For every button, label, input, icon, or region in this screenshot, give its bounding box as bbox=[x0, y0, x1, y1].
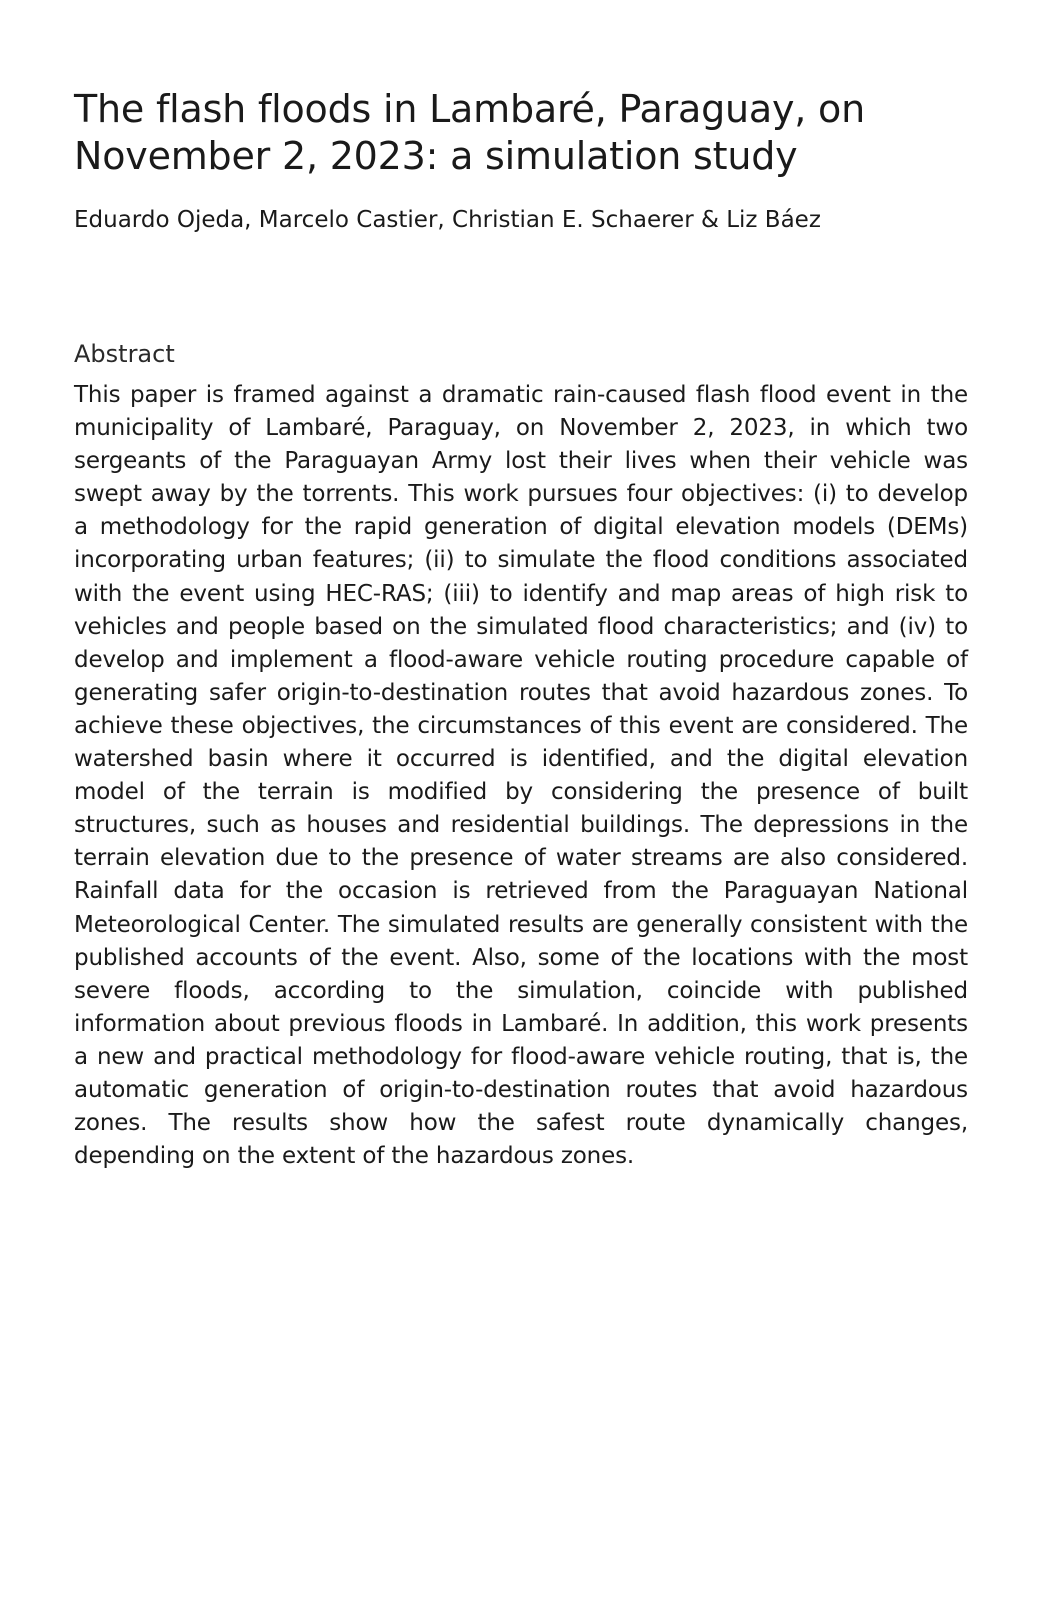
abstract-heading: Abstract bbox=[74, 340, 175, 368]
author-list: Eduardo Ojeda, Marcelo Castier, Christian E. Schaerer & Liz Báez bbox=[74, 207, 821, 233]
paper-title: The flash floods in Lambaré, Paraguay, on November 2, 2023: a simulation study bbox=[74, 87, 865, 178]
abstract-body: This paper is framed against a dramatic rain-caused flash flood event in the municipality of Lambaré, Paraguay, on November 2, 2023, in which two sergeants of the Paraguayan Army lost their lives when their vehicle was swept away by the torrents. This work pursues four objectives: (i) to develop a methodology for the rapid generation of digital elevation models (DEMs) incorporating urban features; (ii) to simulate the flood conditions associated with the event using HEC-RAS; (iii) to identify and map areas of high risk to vehicles and people based on the simulated flood characteristics; and (iv) to develop and implement a flood-aware vehicle routing procedure capable of generating safer origin-to-destination routes that avoid hazardous zones. To achieve these objectives, the circumstances of this event are considered. The watershed basin where it occurred is identified, and the digital elevation model of the terrain is modified by considering the presence of built structures, such as houses and residential buildings. The depressions in the terrain elevation due to the presence of water streams are also considered. Rainfall data for the occasion is retrieved from the Paraguayan National Meteorological Center. The simulated results are generally consistent with the published accounts of the event. Also, some of the locations with the most severe floods, according to the simulation, coincide with published information about previous floods in Lambaré. In addition, this work presents a new and practical methodology for flood-aware vehicle routing, that is, the automatic generation of origin-to-destination routes that avoid hazardous zones. The results show how the safest route dynamically changes, depending on the extent of the hazardous zones. bbox=[74, 382, 968, 1170]
